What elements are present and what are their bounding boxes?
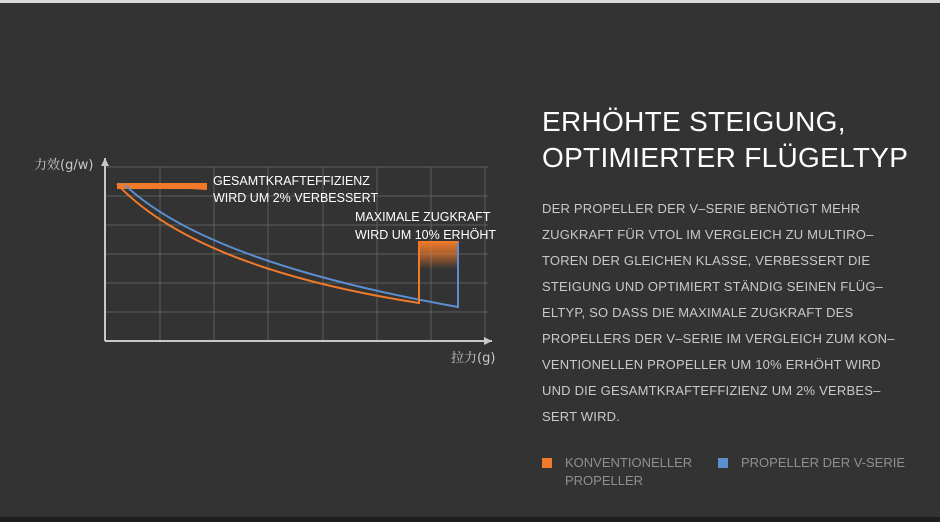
legend-label <box>542 454 692 490</box>
description-text <box>542 196 912 430</box>
description-line: DER PROPELLER DER V–SERIE BENÖTIGT MEHR <box>542 201 861 216</box>
x-axis-label: 拉力(g) <box>451 351 496 366</box>
title-line: OPTIMIERTER FLÜGELTYP <box>542 142 909 173</box>
legend-label-line: PROPELLER <box>565 473 644 488</box>
bottom-border-strip <box>0 517 940 522</box>
description-line: SERT WIRD. <box>542 409 621 424</box>
description-line: ELTYP, SO DASS DIE MAXIMALE ZUGKRAFT DES <box>542 305 854 320</box>
description-line: ZUGKRAFT FÜR VTOL IM VERGLEICH ZU MULTIRO– <box>542 227 874 242</box>
annotation-thrust-line1: MAXIMALE ZUGKRAFT <box>355 210 491 224</box>
page-title <box>542 104 922 176</box>
thrust-gain-region <box>419 241 459 269</box>
annotation-thrust-line2: WIRD UM 10% ERHÖHT <box>355 228 496 242</box>
description-line: TOREN DER GLEICHEN KLASSE, VERBESSERT DIE <box>542 253 871 268</box>
legend-item-v-series <box>718 454 905 472</box>
efficiency-chart <box>0 0 540 400</box>
title-line: ERHÖHTE STEIGUNG, <box>542 106 846 137</box>
description-line: VENTIONELLEN PROPELLER UM 10% ERHÖHT WIRD <box>542 357 881 372</box>
y-axis-arrow-icon <box>101 158 109 166</box>
description-line: UND DIE GESAMTKRAFTEFFIZIENZ UM 2% VERBES– <box>542 383 881 398</box>
legend-label <box>718 454 905 472</box>
legend-item-conventional <box>542 454 692 490</box>
legend-label-line: KONVENTIONELLER <box>565 455 693 470</box>
blue-square-icon <box>718 458 728 468</box>
annotation-efficiency-line2: WIRD UM 2% VERBESSERT <box>213 191 379 205</box>
legend-label-line: PROPELLER DER V-SERIE <box>741 455 905 470</box>
y-axis-label: 力效(g/w) <box>34 158 94 173</box>
x-axis-arrow-icon <box>484 337 492 345</box>
annotation-efficiency-line1: GESAMTKRAFTEFFIZIENZ <box>213 174 370 188</box>
orange-square-icon <box>542 458 552 468</box>
description-line: STEIGUNG UND OPTIMIERT STÄNDIG SEINEN FLÜG– <box>542 279 884 294</box>
description-line: PROPELLERS DER V–SERIE IM VERGLEICH ZUM KON– <box>542 331 895 346</box>
